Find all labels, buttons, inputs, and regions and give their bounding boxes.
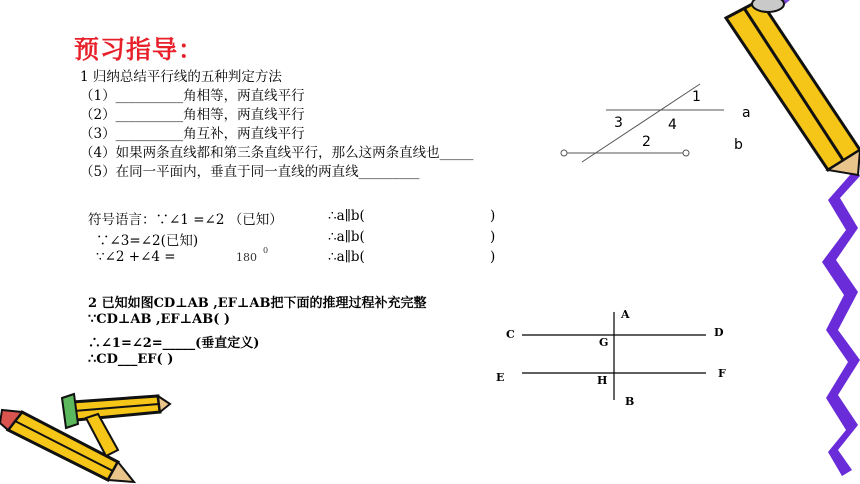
symbol-conclusion-3: ∴a∥b( xyxy=(328,249,365,265)
proof-line-2: ∴∠1=∠2=_____(垂直定义) xyxy=(88,336,260,351)
proof-line-3: ∴CD___EF( ) xyxy=(88,352,174,367)
transversal xyxy=(582,84,700,162)
method-item-1: （1）__________角相等，两直线平行 xyxy=(80,88,305,104)
method-item-4: （4）如果两条直线都和第三条直线平行，那么这两条直线也_____ xyxy=(80,145,474,161)
symbol-given-2: ∵∠3=∠2(已知) xyxy=(96,233,199,249)
section2-heading: 2 已知如图CD⊥AB ,EF⊥AB把下面的推理过程补充完整 xyxy=(88,296,427,311)
point-label-h: H xyxy=(597,374,608,387)
symbol-given-3: ∵∠2 +∠4 = xyxy=(96,249,176,265)
angle-label-1: 1 xyxy=(692,89,701,105)
line-label-b: b xyxy=(734,137,743,153)
point-label-f: F xyxy=(718,367,726,380)
point-label-b: B xyxy=(625,395,635,408)
point-label-d: D xyxy=(714,326,724,339)
line-label-a: a xyxy=(742,105,751,121)
method-item-3: （3）__________角互补，两直线平行 xyxy=(80,126,305,142)
degree-value: 180 xyxy=(236,251,257,264)
point-label-a: A xyxy=(621,308,630,321)
page-title: 预习指导： xyxy=(74,35,205,64)
section1-heading: 1 归纳总结平行线的五种判定方法 xyxy=(80,69,282,85)
method-item-2: （2）__________角相等，两直线平行 xyxy=(80,107,305,123)
angle-label-2: 2 xyxy=(642,134,651,150)
method-item-5: （5）在同一平面内，垂直于同一直线的两直线_________ xyxy=(80,164,420,180)
proof-line-1: ∵CD⊥AB ,EF⊥AB( ) xyxy=(88,312,231,327)
point-label-e: E xyxy=(496,371,505,384)
symbol-close-2: ) xyxy=(490,229,496,245)
point-label-g: G xyxy=(599,336,609,349)
point-label-c: C xyxy=(506,328,515,341)
figure-parallel-lines xyxy=(561,84,751,162)
figure-perpendicular-lines xyxy=(496,308,726,408)
symbol-given-1: 符号语言：∵∠1 =∠2 （已知） xyxy=(88,212,283,228)
angle-label-4: 4 xyxy=(668,117,677,133)
symbol-conclusion-2: ∴a∥b( xyxy=(328,229,365,245)
symbol-close-3: ) xyxy=(490,249,496,265)
angle-label-3: 3 xyxy=(614,115,623,131)
purple-ribbon xyxy=(822,150,860,476)
symbol-conclusion-1: ∴a∥b( xyxy=(328,208,365,224)
symbol-close-1: ) xyxy=(490,208,496,224)
pencil-top-right-icon xyxy=(726,0,860,175)
degree-mark: 0 xyxy=(263,246,269,255)
